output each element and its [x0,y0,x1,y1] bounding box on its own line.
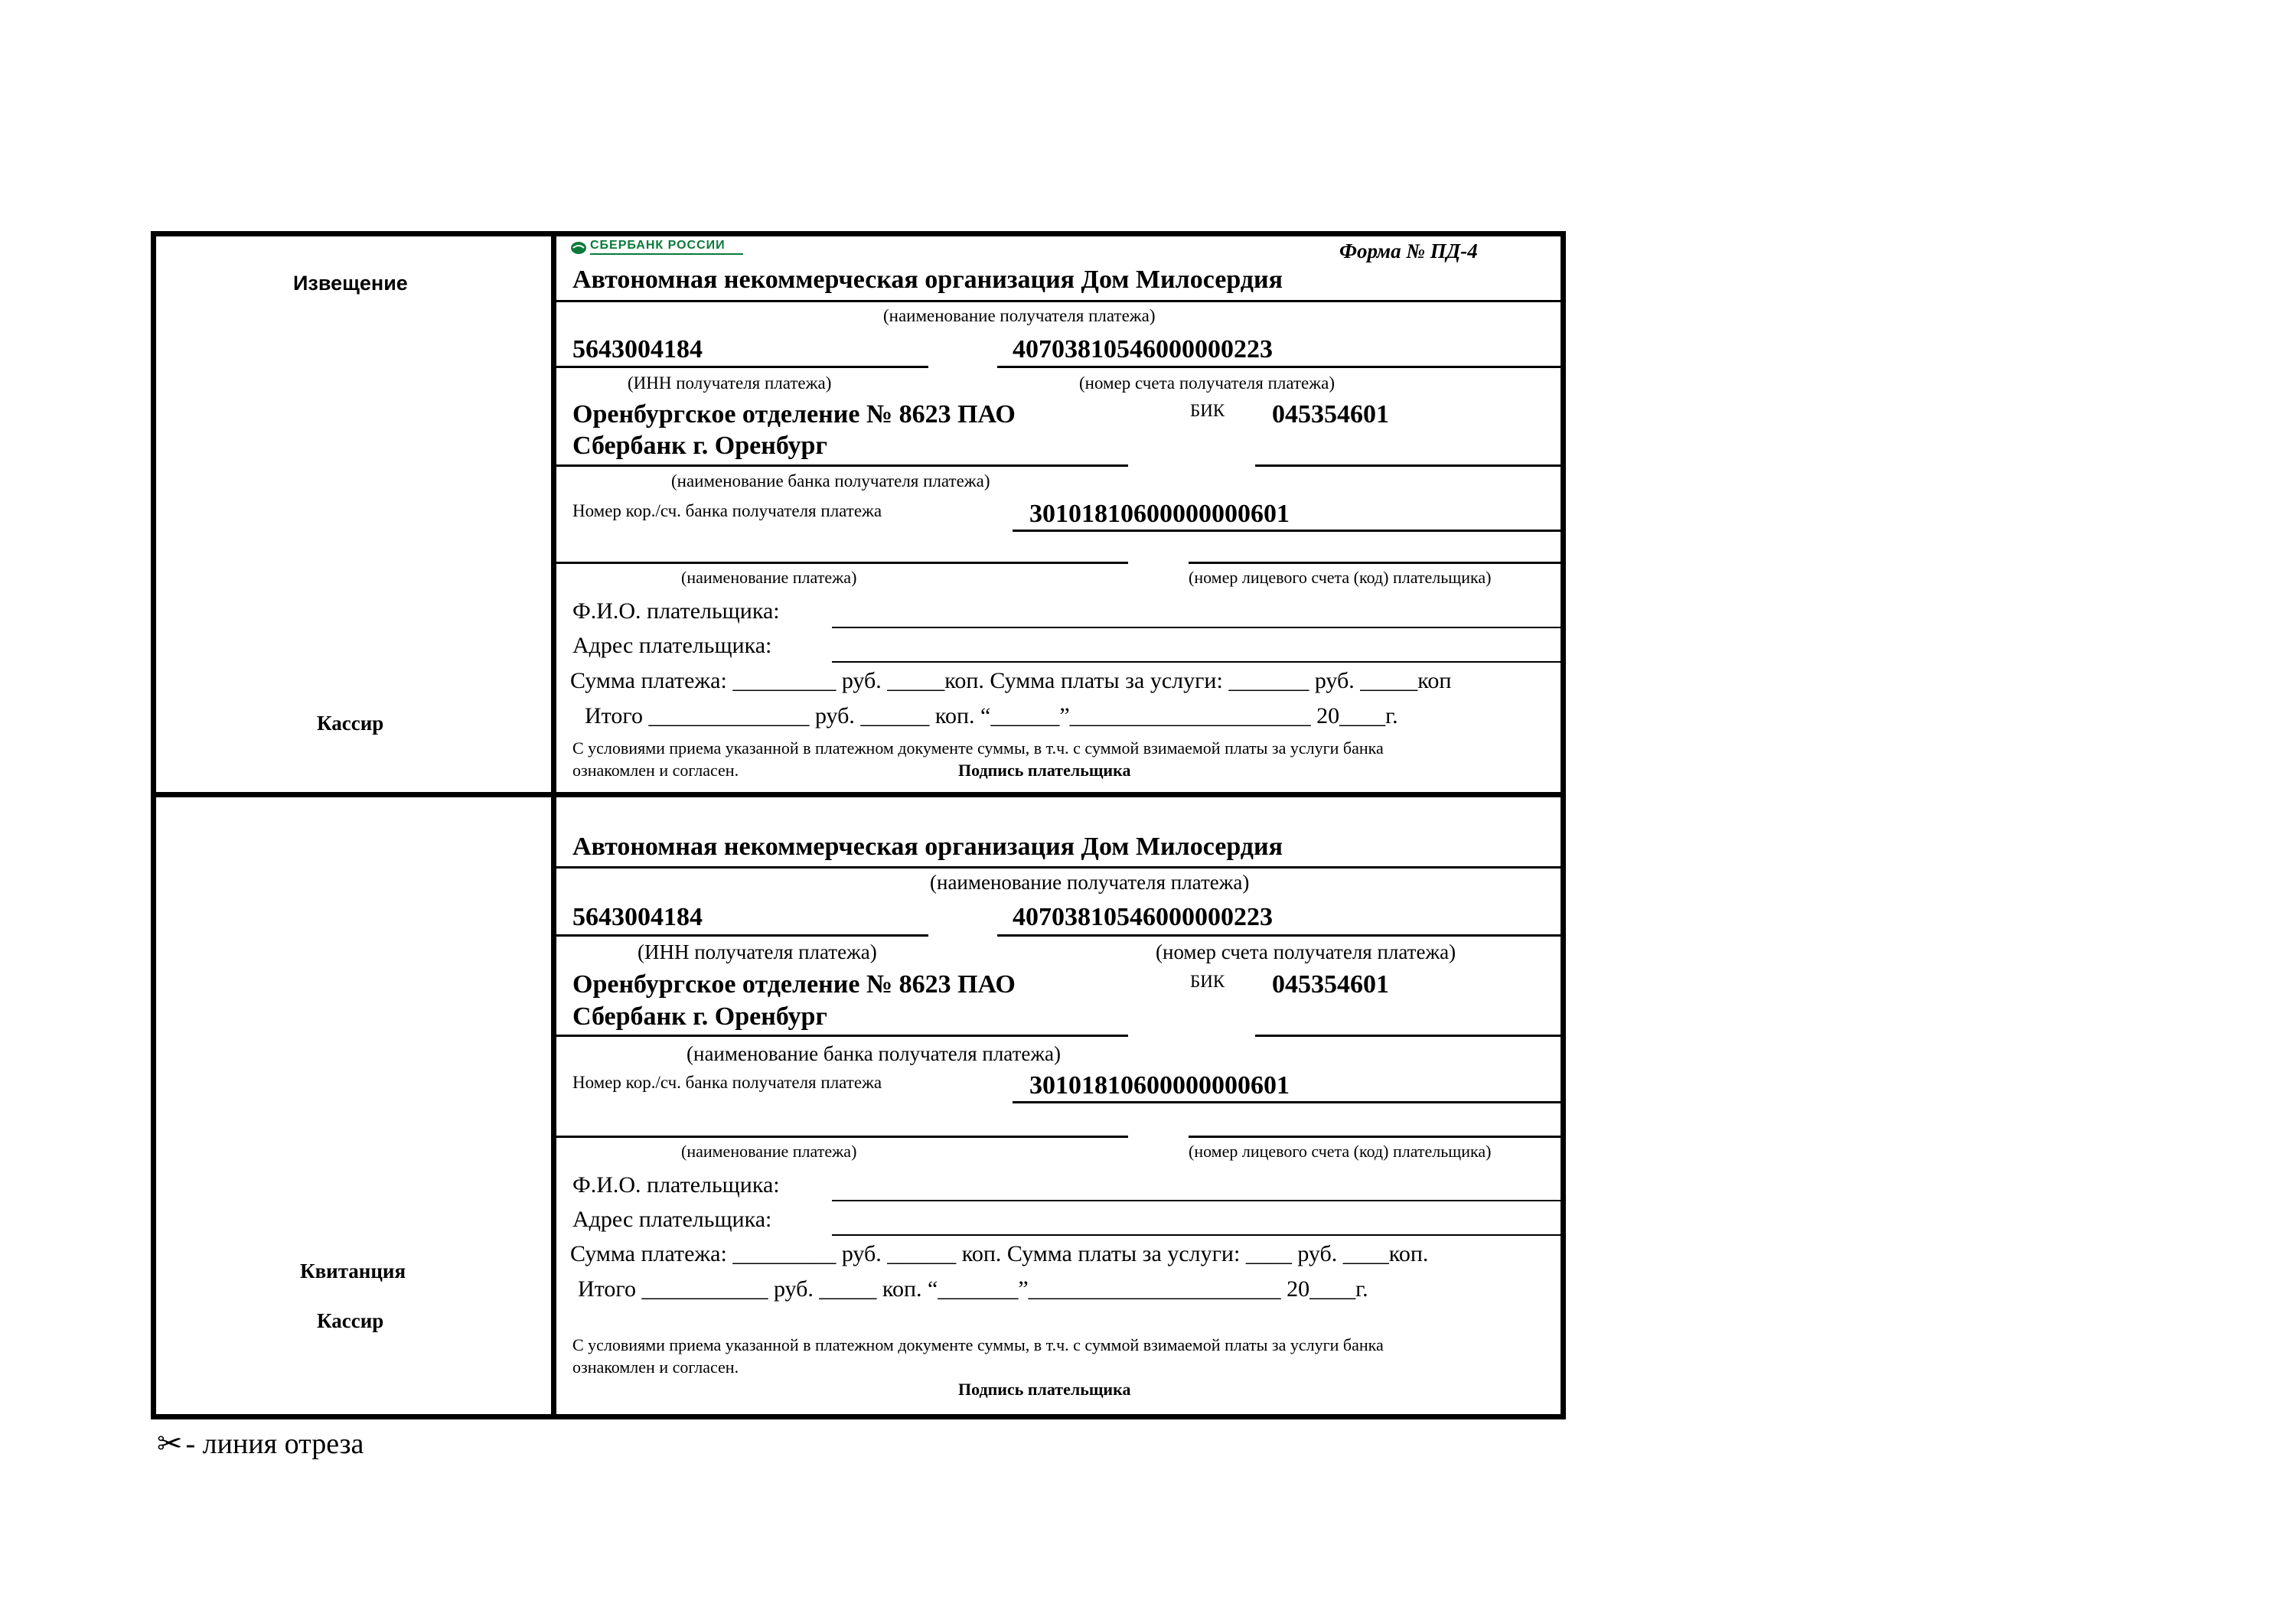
receipt-stub-title: Квитанция [300,1260,406,1282]
receipt-payer-address-label: Адрес плательщика: [572,1207,772,1232]
receipt-bank-line1: Оренбургское отделение № 8623 ПАО [572,970,1016,999]
notice-terms-line2: ознакомлен и согласен. [572,761,739,780]
notice-payer-name-field[interactable] [832,627,1566,628]
receipt-terms-line2: ознакомлен и согласен. [572,1357,739,1377]
notice-payer-name-label: Ф.И.О. плательщика: [572,598,780,624]
receipt-corr-account: 30101810600000000601 [1029,1071,1290,1100]
receipt-inn-caption: (ИНН получателя платежа) [638,940,877,963]
notice-payment-name-rule[interactable] [556,562,1128,564]
notice-recipient: Автономная некоммерческая организация Дом Милосердия [572,266,1283,294]
notice-bik: 045354601 [1272,400,1389,429]
receipt-bank-rule [556,1035,1128,1037]
scissors-icon: ✂ [157,1426,183,1462]
notice-account: 40703810546000000223 [1013,335,1273,363]
notice-recipient-caption: (наименование получателя платежа) [883,306,1156,325]
notice-payer-address-field[interactable] [832,661,1566,663]
notice-personal-account-caption: (номер лицевого счета (код) плательщика) [1189,568,1492,587]
notice-bank-rule [556,464,1128,467]
receipt-inn-rule [556,934,928,937]
notice-bank-line1: Оренбургское отделение № 8623 ПАО [572,400,1016,429]
receipt-bik-label: БИК [1190,972,1225,991]
notice-corr-rule [1013,530,1566,532]
receipt-bank-line2: Сбербанк г. Оренбург [572,1002,827,1031]
receipt-payment-name-rule[interactable] [556,1136,1128,1138]
cut-line-label: - линия отреза [185,1428,364,1460]
receipt-bik-rule [1255,1035,1566,1037]
notice-bik-rule [1255,464,1566,467]
receipt-recipient-rule [556,866,1566,869]
notice-sum-line: Сумма платежа: _________ руб. _____коп. Сумма платы за услуги: _______ руб. _____коп [570,668,1452,693]
receipt-signature-label: Подпись плательщика [958,1380,1131,1399]
notice-bank-line2: Сбербанк г. Оренбург [572,432,827,460]
notice-terms-line1: С условиями приема указанной в платежном документе суммы, в т.ч. с суммой взимаемой платы за услуги банка [572,738,1384,758]
notice-recipient-rule [556,300,1566,302]
receipt-account-caption: (номер счета получателя платежа) [1156,940,1456,963]
section-divider [151,792,1566,797]
receipt-corr-label: Номер кор./сч. банка получателя платежа [572,1073,882,1092]
notice-stub-title: Извещение [293,272,408,295]
notice-stub-cashier: Кассир [317,712,384,735]
receipt-inn: 5643004184 [572,903,703,931]
receipt-sum-line: Сумма платежа: _________ руб. ______ коп. Сумма платы за услуги: ____ руб. ____коп. [570,1241,1429,1266]
receipt-payment-name-caption: (наименование платежа) [681,1142,857,1161]
notice-account-caption: (номер счета получателя платежа) [1079,373,1336,393]
receipt-payer-name-label: Ф.И.О. плательщика: [572,1172,780,1198]
notice-payment-name-caption: (наименование платежа) [681,568,857,587]
notice-corr-account: 30101810600000000601 [1029,500,1290,528]
notice-inn-caption: (ИНН получателя платежа) [628,373,832,393]
notice-inn-rule [556,366,928,368]
notice-bank-caption: (наименование банка получателя платежа) [671,471,990,490]
cut-line [157,1426,364,1462]
notice-signature-label: Подпись плательщика [958,761,1131,780]
form-number: Форма № ПД-4 [1339,240,1478,262]
receipt-recipient: Автономная некоммерческая организация Дом Милосердия [572,833,1283,861]
notice-payer-address-label: Адрес плательщика: [572,633,772,658]
receipt-terms-line1: С условиями приема указанной в платежном документе суммы, в т.ч. с суммой взимаемой платы за услуги банка [572,1335,1384,1354]
receipt-recipient-caption: (наименование получателя платежа) [930,871,1250,894]
notice-total-line: Итого ______________ руб. ______ коп. “______”_____________________ 20____г. [585,703,1398,728]
notice-bik-label: БИК [1190,401,1225,420]
sberbank-logo-text: СБЕРБАНК РОССИИ [590,239,726,252]
notice-account-rule [997,366,1566,368]
receipt-bank-caption: (наименование банка получателя платежа) [687,1042,1061,1065]
notice-personal-account-rule[interactable] [1189,562,1566,564]
receipt-stub-cashier: Кассир [317,1309,384,1332]
receipt-corr-rule [1013,1101,1566,1103]
receipt-account-rule [997,934,1566,937]
notice-inn: 5643004184 [572,335,703,363]
receipt-total-line: Итого ___________ руб. _____ коп. “_______”______________________ 20____г. [578,1276,1368,1302]
receipt-personal-account-rule[interactable] [1189,1136,1566,1138]
receipt-payer-address-field[interactable] [832,1234,1566,1236]
stub-divider [551,231,556,1419]
receipt-account: 40703810546000000223 [1013,903,1273,931]
receipt-payer-name-field[interactable] [832,1200,1566,1201]
notice-corr-label: Номер кор./сч. банка получателя платежа [572,501,882,520]
receipt-personal-account-caption: (номер лицевого счета (код) плательщика) [1189,1142,1492,1161]
receipt-bik: 045354601 [1272,970,1389,999]
